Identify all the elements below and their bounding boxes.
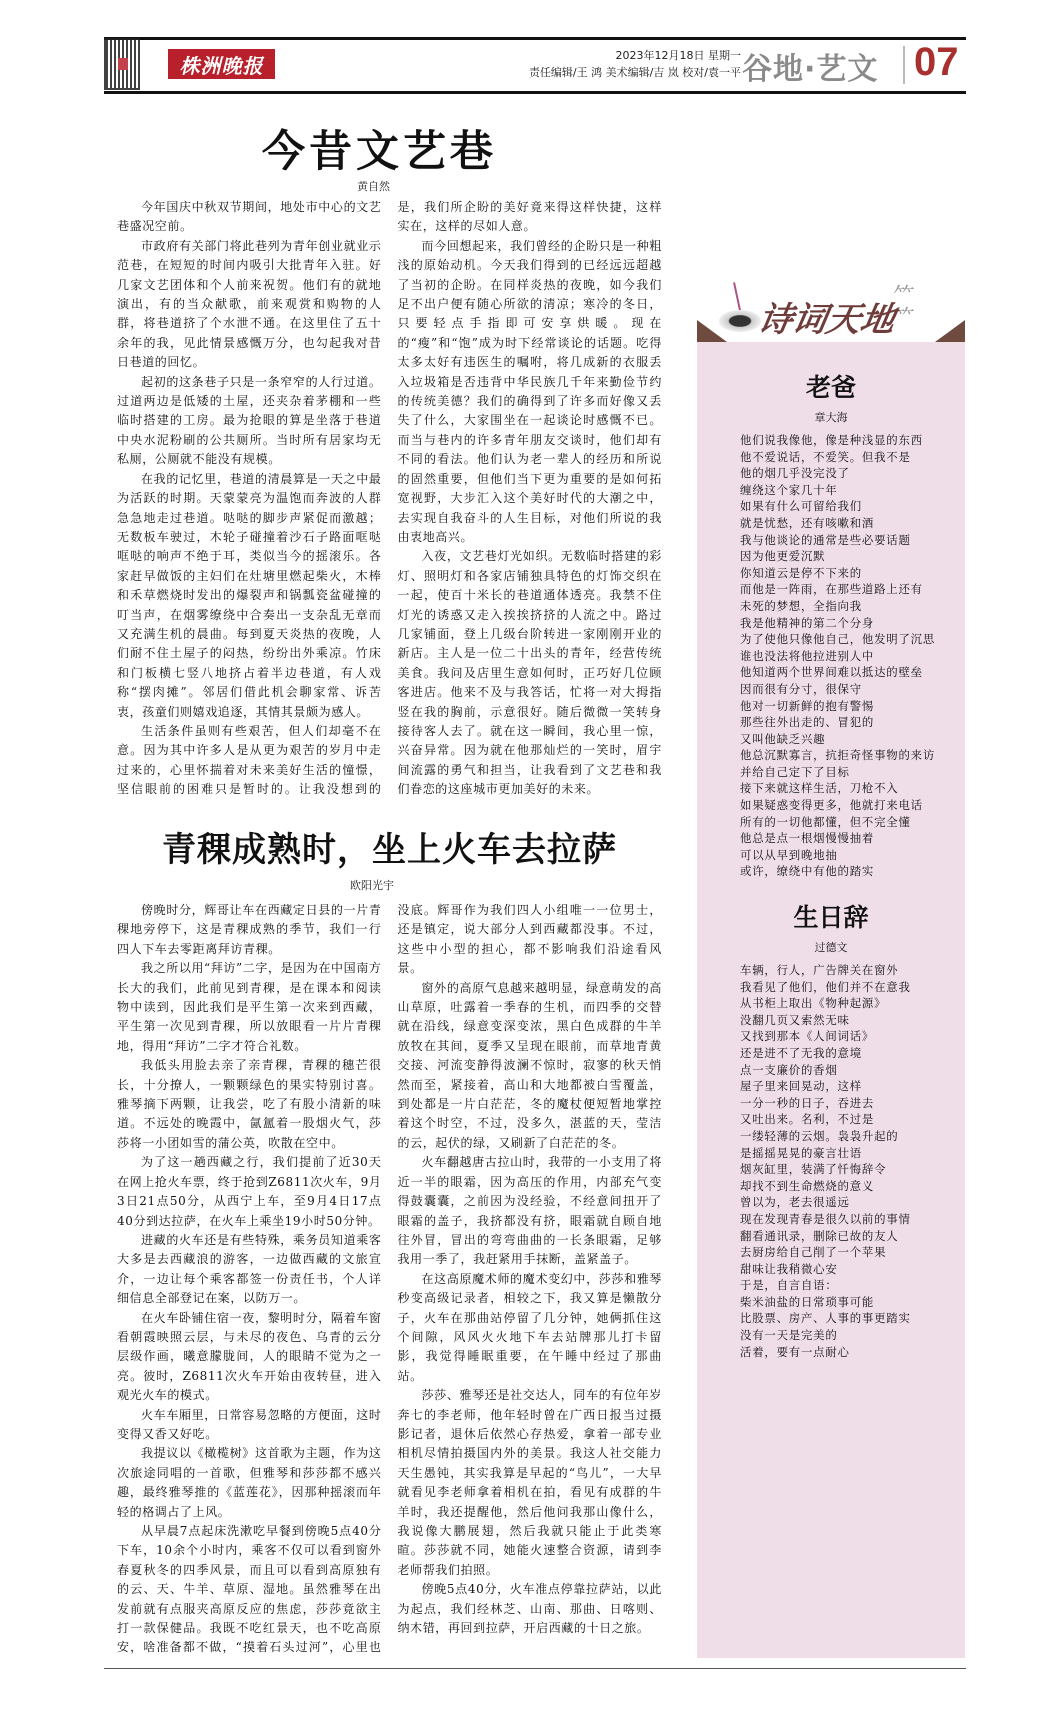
poem-line: 他对一切新鲜的抱有警惕 <box>740 698 875 713</box>
paragraph: 为了这一趟西藏之行，我们提前了近30天在网上抢火车票，终于抢到Z6811次火车，9月3日21点50分，从西宁上车，至9月4日17点40分到达拉萨，在火车上乘坐19小时50分钟。 <box>117 1155 382 1228</box>
poem-line: 你知道云是停不下来的 <box>740 565 862 580</box>
poem-line: 他知道两个世界间难以抵达的壁垒 <box>740 665 923 680</box>
poem-line: 又叫他缺乏兴趣 <box>740 731 826 746</box>
poem-author: 章大海 <box>814 411 848 424</box>
paragraph: 在这高原魔术师的魔术变幻中，莎莎和雅琴秒变高级记录者，相较之下，我又算是懒散分子，火车在那曲站停留了几分钟，她俩抓住这个间隙，风风火火地下车去站牌那儿打卡留影，我觉得睡眠重要，在午睡中经过了那曲站。 <box>397 1271 662 1383</box>
poem-line: 他们说我像他，像是种浅显的东西 <box>740 433 923 447</box>
paragraph: 窗外的高原气息越来越明显，绿意萌发的高山草原，吐露着一季春的生机，而四季的交替就在沿线，绿意变深变浓，黑白色成群的牛羊放牧在其间，夏季又呈现在眼前，而草地青黄交接、河流变静得波澜不惊时，寂寥的秋天悄然而至，紧接着，高山和大地都被白雪覆盖，到处都是一片白茫茫，冬的魔杖便短暂地掌控着这个时空，不过，没多久，湛蓝的天，莹洁的云，起伏的绿，又刷新了白茫茫的冬。 <box>397 980 662 1150</box>
poem-line: 他不爱说话，不爱笑。但我不是 <box>740 449 911 464</box>
article-author: 欧阳光宇 <box>350 879 394 892</box>
poem-line: 就是忧愁，还有咳嗽和酒 <box>740 515 875 530</box>
poem-line: 未死的梦想，全指向我 <box>740 598 862 613</box>
article-body <box>117 198 662 800</box>
paragraph: 在我的记忆里，巷道的清晨算是一天之中最为活跃的时期。天蒙蒙亮为温饱而奔波的人群急急地走过巷道。哒哒的脚步声紧促而激越；无数板车驶过，木轮子碰撞着沙石子路面哐哒哐哒的响声不绝于耳，类似当今的摇滚乐。各家赶早做饭的主妇们在灶塘里燃起柴火，木棒和禾草燃烧时发出的爆裂声和锅瓢瓷盆碰撞的叮当声，在烟雾缭绕中合奏出一支杂乱无章而又充满生机的晨曲。每到夏天炎热的夜晚，人们耐不住土屋子的闷热，纷纷出外乘凉。竹床和门板横七竖八地挤占着半边巷道，有人戏称“摆肉摊”。邻居们借此机会聊家常、诉苦衷，孩童们则嬉戏追逐，其情其景颇为感人。 <box>117 471 382 719</box>
bamboo-icon: ⺮ ⺮ <box>893 284 916 331</box>
poem-line: 并给自己定下了目标 <box>740 764 850 779</box>
article-title: 今昔文艺巷 <box>262 127 497 177</box>
paragraph: 傍晚5点40分，火车准点停靠拉萨站，以此为起点，我们经林芝、山南、那曲、日喀则、纳木错，再回到拉萨，开启西藏的十日之旅。 <box>397 1582 662 1636</box>
qr-code-icon <box>104 38 140 90</box>
poem-line: 还是进不了无我的意境 <box>740 1045 862 1060</box>
poem-line: 因为他更爱沉默 <box>740 549 826 564</box>
poem-line: 他总沉默寡言，抗拒奇怪事物的来访 <box>740 748 936 763</box>
section-name: 谷地·艺文 <box>742 52 879 87</box>
poem-line: 一分一秒的日子，吞进去 <box>740 1095 875 1110</box>
paragraph: 我之所以用“拜访”二字，是因为在中国南方长大的我们，此前见到青稞，是在课本和阅读物中读到，因此我们是平生第一次来到西藏，平生第一次见到青稞，所以放眼看一片片青稞地，得用“拜访”二字才符合礼数。 <box>117 961 382 1053</box>
paragraph: 傍晚时分，辉哥让车在西藏定日县的一片青稞地旁停下，这是青稞成熟的季节，我们一行四人下车去零距离拜访青稞。 <box>117 903 382 956</box>
poem-line: 因而很有分寸，很保守 <box>740 681 862 696</box>
poem-line: 屋子里来回晃动，这样 <box>740 1079 862 1094</box>
paragraph: 火车车厢里，日常容易忽略的方便面，这时变得又香又好吃。 <box>117 1407 382 1441</box>
article-body <box>117 901 662 1658</box>
poem-line: 为了使他只像他自己，他发明了沉思 <box>740 632 936 647</box>
poem-body <box>740 962 960 1360</box>
poem-line: 比股票、房产、人事的事更踏实 <box>740 1311 911 1326</box>
paragraph: 进藏的火车还是有些特殊，乘务员知道乘客大多是去西藏浪的游客，一边做西藏的文旅宣介，一边让每个乘客都签一份责任书，个人详细信息全部登记在案，以防万一。 <box>117 1232 382 1306</box>
poem-line: 车辆，行人，广告牌关在窗外 <box>740 963 899 977</box>
poem-line: 又吐出来。名利，不过是 <box>740 1112 875 1127</box>
poem-line: 所有的一切他都懂，但不完全懂 <box>740 814 911 829</box>
poetry-banner <box>697 280 965 342</box>
banner-title: 诗词天地 <box>754 300 898 340</box>
issue-date: 2023年12月18日 星期一 <box>615 49 741 62</box>
paragraph: 市政府有关部门将此巷列为青年创业就业示范巷，在短短的时间内吸引大批青年入驻。好几家文艺团体和个人前来祝贺。他们有的就地演出，有的当众献歌，前来观赏和购物的人群，将巷道挤了个水泄不通。在这里住了五十余年的我，见此情景感慨万分，也勾起我对昔日巷道的回忆。 <box>117 238 382 370</box>
paragraph: 莎莎、雅琴还是社交达人，同车的有位年岁奔七的李老师，他年轻时曾在广西日报当过摄影记者，退休后依然心存热爱，拿着一部专业相机尽情拍摄国内外的美景。我这人社交能力天生愚钝，其实我算是早起的“鸟儿”，一大早就看见李老师拿着相机在拍，看见有成群的牛羊时，我还提醒他，然后他问我那山像什么，我说像大鹏展翅，然后我就只能止于此类寒暄。莎莎就不同，她能火速整合资源，请到李老师帮我们拍照。 <box>397 1388 662 1577</box>
poem-line: 他总是点一根烟慢慢抽着 <box>740 831 875 846</box>
poem-line: 谁也没法将他拉进别人中 <box>740 648 875 663</box>
poem-line: 甜味让我稍微心安 <box>740 1261 838 1276</box>
poem-line: 没有一天是完美的 <box>740 1328 838 1343</box>
poem-line: 一缕轻薄的云烟。袅袅升起的 <box>740 1128 899 1143</box>
poem-line: 从书柜上取出《物种起源》 <box>740 996 887 1011</box>
paragraph: 今年国庆中秋双节期间，地处市中心的文艺巷盛况空前。 <box>117 200 382 234</box>
poem-author: 过德文 <box>814 941 848 954</box>
poem-line: 活着，要有一点耐心 <box>740 1344 850 1359</box>
poem-line: 是摇摇晃晃的豪言壮语 <box>740 1145 862 1160</box>
masthead-bottom-rule <box>104 91 966 94</box>
poem-title: 老爸 <box>805 373 856 402</box>
poem-line: 那些往外出走的、冒犯的 <box>740 715 875 730</box>
poem-body <box>740 432 960 880</box>
footer-rule <box>104 1668 966 1669</box>
poem-line: 如果有什么可留给我们 <box>740 499 862 514</box>
poem-line: 于是，自言自语： <box>740 1278 838 1293</box>
poem-line: 我是他精神的第二个分身 <box>740 615 875 630</box>
paragraph: 而今回想起来，我们曾经的企盼只是一种粗浅的原始动机。今天我们得到的已经远远超越了当初的企盼。在同样炎热的夜晚，如今我们足不出户便有随心所欲的清凉；寒冷的冬日，只要轻点手指即可安享烘暖。现在的“瘦”和“饱”成为时下经常谈论的话题。吃得太多太好有违医生的嘱咐，将几成新的衣服丢入垃圾箱是否违背中华民族几千年来勤俭节约的传统美德？我们的确得到了许多而好像又丢失了什么，大家围坐在一起谈论时感慨不已。而当与巷内的许多青年朋友交谈时，他们却有不同的看法。他们认为老一辈人的经历和所说的固然重要，但他们当下更为重要的是如何拓宽视野，大步汇入这个美好时代的大潮之中，去实现自我奋斗的人生目标，对他们所说的我由衷地高兴。 <box>397 238 662 544</box>
poem-line: 翻看通讯录，删除已故的友人 <box>740 1228 899 1243</box>
poem-line: 而他是一阵雨，在那些道路上还有 <box>740 582 923 597</box>
paragraph: 在火车卧铺住宿一夜，黎明时分，隔着车窗看朝霞映照云层，与未尽的夜色、乌青的云分层级作画，曦意朦胧间，人的眼睛不觉为之一亮。彼时，Z6811次火车开始由夜转昼，进入观光火车的模式。 <box>117 1310 382 1403</box>
poem-title: 生日辞 <box>793 903 869 932</box>
editor-credits: 责任编辑/王 鸿 美术编辑/吉 岚 校对/袁一平 <box>528 66 741 79</box>
poem-line: 现在发现青春是很久以前的事情 <box>740 1211 911 1226</box>
masthead-top-rule <box>104 37 966 40</box>
poem-line: 缠绕这个家几十年 <box>740 482 838 497</box>
article-title: 青稞成熟时，坐上火车去拉萨 <box>162 830 617 870</box>
poem-line: 如果疑惑变得更多，他就打来电话 <box>740 798 923 813</box>
paragraph: 我低头用脸去亲了亲青稞，青稞的穗芒很长，十分撩人，一颗颗绿色的果实特别讨喜。雅琴摘下两颗，让我尝，吃了有股小清新的味道。不远处的晚霞中，氤氲着一股烟火气，莎莎将一小团如雪的蒲公英，吹散在空中。 <box>117 1058 382 1150</box>
paragraph: 从早晨7点起床洗漱吃早餐到傍晚5点40分下车，10余个小时内，乘客不仅可以看到窗外春夏秋冬的四季风景，而且可以看到高原独有的云、天、牛羊、草原、湿地。虽然雅琴在出发前就有点服夹高原反应的焦虑，莎莎竟欲主打一款保健品。我既不吃红景天，也不吃高原安，啥准备都不做，“摸着石头过河”，心里也没底。辉哥作为我们四人小组唯一一位男士，还是镇定，说大部分人到西藏都没事。不过，这些中小型的担心，都不影响我们沿途看风景。 <box>117 903 662 1655</box>
inkstone-icon <box>719 310 761 332</box>
poem-line: 曾以为，老去很遥远 <box>740 1195 850 1210</box>
poem-line: 他的烟几乎没完没了 <box>740 466 850 481</box>
section-divider <box>903 46 905 84</box>
poem-line: 接下来就这样生活，刀枪不入 <box>740 781 899 796</box>
paragraph: 起初的这条巷子只是一条窄窄的人行过道。过道两边是低矮的土屋，还夹杂着茅棚和一些临时搭建的工房。最为抢眼的算是坐落于巷道中央水泥粉刷的公共厕所。当时所有居家均无私厕，公厕就不能没有规模。 <box>117 374 382 467</box>
poem-line: 没翻几页又索然无味 <box>740 1012 850 1027</box>
article-author: 黄自然 <box>357 180 390 193</box>
poem-line: 又找到那本《人间词话》 <box>740 1029 875 1044</box>
paragraph: 生活条件虽则有些艰苦，但人们却毫不在意。因为其中许多人是从更为艰苦的岁月中走过来的，心里怀揣着对未来美好生活的憧憬，坚信眼前的困难只是暂时的。让我没想到的是，我们所企盼的美好竟来得这样快捷，这样实在，这样的尽如人意。 <box>117 200 662 797</box>
poem-line: 去厨房给自己削了一个苹果 <box>740 1245 887 1260</box>
newspaper-logo: 株洲晚报 <box>168 49 275 79</box>
poem-line: 我看见了他们，他们并不在意我 <box>740 979 911 994</box>
paragraph: 我提议以《橄榄树》这首歌为主题，作为这次旅途同唱的一首歌，但雅琴和莎莎都不感兴趣，最终雅琴推的《蓝莲花》，因那种摇滚而年轻的格调占了上风。 <box>117 1446 382 1519</box>
page-number: 07 <box>914 40 959 84</box>
poem-line: 或许，缭绕中有他的踏实 <box>740 864 875 879</box>
poem-line: 点一支廉价的香烟 <box>740 1062 838 1077</box>
banner-corner-decoration <box>935 320 965 342</box>
poem-line: 可以从早到晚地抽 <box>740 847 838 862</box>
paragraph: 入夜，文艺巷灯光如织。无数临时搭建的彩灯、照明灯和各家店铺独具特色的灯饰交织在一起，使百十米长的巷道通体透亮。我禁不住灯光的诱惑又走入挨挨挤挤的人流之中。路过几家铺面，登上几级台阶转进一家刚刚开业的新店。主人是一位二十出头的青年，经营传统美食。我问及店里生意如何时，正巧好几位顾客进店。他来不及与我答话，忙将一对大拇指竖在我的胸前，示意很好。随后微微一笑转身接待客人去了。就在这一瞬间，我心里一惊，兴奋异常。因为就在他那灿烂的一笑时，眉宇间流露的勇气和担当，让我看到了文艺巷和我们眷恋的这座城市更加美好的未来。 <box>397 549 662 797</box>
poem-line: 我与他谈论的通常是些必要话题 <box>740 532 911 547</box>
paragraph: 火车翻越唐古拉山时，我带的一小支用了将近一半的眼霜，因为高压的作用，内部充气变得鼓囊囊，之前因为没经验，不经意间扭开了眼霜的盖子，我挤都没有挤，眼霜就自顾自地往外冒，冒出的弯弯曲曲的一长条眼霜，足够我用一季了，我赶紧用手抹断，盖紧盖子。 <box>397 1155 662 1267</box>
poem-line: 柴米油盐的日常琐事可能 <box>740 1294 875 1309</box>
poem-line: 却找不到生命燃烧的意义 <box>740 1178 875 1193</box>
poem-line: 烟灰缸里，装满了忏悔辞令 <box>740 1162 887 1177</box>
